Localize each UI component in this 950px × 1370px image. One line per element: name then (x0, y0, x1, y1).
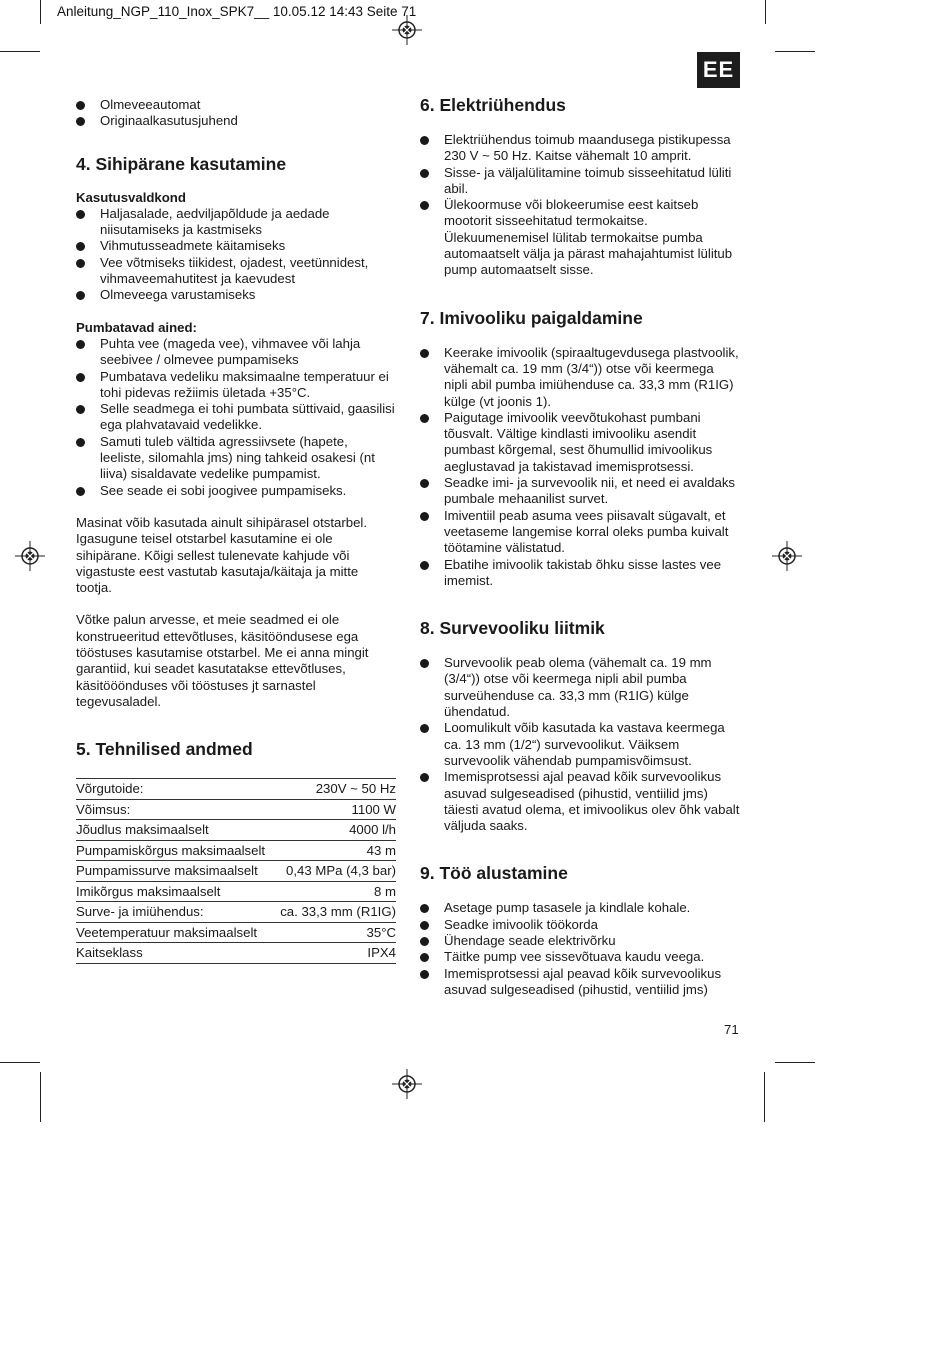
section-heading-6: 6. Elektriühendus (420, 95, 566, 115)
spec-label: Jõudlus maksimaalselt (76, 820, 274, 841)
list-item: Survevoolik peab olema (vähemalt ca. 19 mm (3/4“)) otse või keermega nipli abil pumba surveühenduse ca. 33,3 mm (R1IG) külge ühendatud. (420, 655, 740, 720)
spec-label: Surve- ja imiühendus: (76, 902, 274, 923)
list-item: Originaalkasutusjuhend (76, 113, 396, 129)
spec-value: 43 m (274, 840, 396, 861)
electric-list (420, 132, 740, 279)
paragraph: Võtke palun arvesse, et meie seadmed ei ole konstrueeritud ettevõtluses, käsitööndusese ega tööstuses kasutamise otstarbel. Me ei anna mingit garantiid, kui seadet kasutatakse ettevõtluses, käsitööönduses või tööstuses jt sarnastel tegevusaladel. (76, 612, 369, 709)
list-item: Selle seadmega ei tohi pumbata süttivaid, gaasilisi ega plahvatavaid vedelikke. (76, 401, 396, 434)
registration-mark-icon (392, 1069, 422, 1099)
subheading-usage-area: Kasutusvaldkond (76, 189, 186, 205)
trim-mark (40, 1072, 41, 1122)
list-item: Sisse- ja väljalülitamine toimub sisseehitatud lüliti abil. (420, 165, 740, 198)
list-item: Imemisprotsessi ajal peavad kõik survevoolikus asuvad sulgeseadised (pihustid, ventiilid jms) (420, 966, 740, 999)
trim-mark (775, 51, 815, 52)
list-item: Haljasalade, aedviljapõldude ja aedade niisutamiseks ja kastmiseks (76, 206, 396, 239)
table-row (76, 922, 396, 943)
spec-label: Võimsus: (76, 799, 274, 820)
section-heading-7: 7. Imivooliku paigaldamine (420, 307, 643, 328)
registration-mark-icon (772, 541, 802, 571)
spec-value: ca. 33,3 mm (R1IG) (274, 902, 396, 923)
list-item: Pumbatava vedeliku maksimaalne temperatuur ei tohi pidevas režiimis ületada +35°C. (76, 369, 396, 402)
media-list (76, 336, 396, 499)
list-item: Puhta vee (mageda vee), vihmavee või lahja seebivee / olmevee pumpamiseks (76, 336, 396, 369)
spec-value: 8 m (274, 881, 396, 902)
section-heading-9: 9. Töö alustamine (420, 863, 568, 884)
registration-mark-icon (15, 541, 45, 571)
trim-mark (764, 1072, 765, 1122)
table-row (76, 943, 396, 964)
subheading-pumped-media: Pumbatavad ained: (76, 319, 197, 335)
list-item: Vihmutusseadmete käitamiseks (76, 238, 396, 254)
table-row (76, 820, 396, 841)
list-item: Ühendage seade elektrivõrku (420, 933, 740, 949)
suction-hose-list (420, 345, 740, 589)
table-row (76, 902, 396, 923)
list-item: Ülekoormuse või blokeerumise eest kaitseb mootorit sisseehitatud termokaitse. Ülekuumenemisel lülitab termokaitse pumba automaatselt välja ja pärast mahajahtumist lülitub pump automaatselt sisse. (420, 197, 740, 278)
list-item: Olmeveeautomat (76, 97, 396, 113)
list-item: Olmeveega varustamiseks (76, 287, 396, 303)
list-item: Seadke imivoolik töökorda (420, 917, 740, 933)
list-item: Vee võtmiseks tiikidest, ojadest, veetünnidest, vihmaveemahutitest ja kaevudest (76, 255, 396, 288)
list-item: Samuti tuleb vältida agressiivsete (hapete, leeliste, silomahla jms) ning tahkeid osakesi (nt liiva) sisaldavate vedelike pumpamist. (76, 434, 396, 483)
left-column (76, 97, 396, 964)
spec-value: 4000 l/h (274, 820, 396, 841)
table-row (76, 799, 396, 820)
start-list (420, 900, 740, 998)
page-number: 71 (724, 1022, 739, 1037)
usage-list (76, 206, 396, 304)
section-heading-4: 4. Sihipärane kasutamine (76, 153, 287, 174)
pressure-hose-list (420, 655, 740, 834)
list-item: Ebatihe imivoolik takistab õhku sisse lastes vee imemist. (420, 557, 740, 590)
spec-value: 35°C (274, 922, 396, 943)
intro-list (76, 97, 396, 130)
right-column (420, 94, 740, 998)
trim-mark (0, 1062, 40, 1063)
list-item: See seade ei sobi joogivee pumpamiseks. (76, 483, 396, 499)
table-row (76, 779, 396, 800)
spec-label: Veetemperatuur maksimaalselt (76, 922, 274, 943)
spec-value: 230V ~ 50 Hz (274, 779, 396, 800)
spec-value: IPX4 (274, 943, 396, 964)
list-item: Täitke pump vee sissevõtuava kaudu veega. (420, 949, 740, 965)
section-heading-5: 5. Tehnilised andmed (76, 739, 253, 760)
list-item: Keerake imivoolik (spiraaltugevdusega plastvoolik, vähemalt ca. 19 mm (3/4“)) otse või keermega nipli abil pumba imiühenduse ca. 33,3 mm (R1IG) külge (vt joonis 1). (420, 345, 740, 410)
print-slug: Anleitung_NGP_110_Inox_SPK7__ 10.05.12 14:43 Seite 71 (57, 4, 417, 19)
table-row (76, 861, 396, 882)
trim-mark (775, 1062, 815, 1063)
spec-label: Pumpamiskõrgus maksimaalselt (76, 840, 274, 861)
list-item: Paigutage imivoolik veevõtukohast pumbani tõusvalt. Vältige kindlasti imivooliku asendit pumbast kõrgemal, sest õhumullid imivoolikus aeglustavad ja takistavad imemisprotsessi. (420, 410, 740, 475)
list-item: Imemisprotsessi ajal peavad kõik survevoolikus asuvad sulgeseadised (pihustid, ventiilid jms) täiesti avatud olema, et imivoolikus olev õhk vabalt väljuda saaks. (420, 769, 740, 834)
registration-mark-icon (392, 15, 422, 45)
language-badge: EE (697, 52, 740, 88)
table-row (76, 840, 396, 861)
section-heading-8: 8. Survevooliku liitmik (420, 618, 605, 639)
list-item: Loomulikult võib kasutada ka vastava keermega ca. 13 mm (1/2“) survevoolikut. Väiksem survevoolik vähendab pumpamisvõimsust. (420, 720, 740, 769)
spec-label: Imikõrgus maksimaalselt (76, 881, 274, 902)
trim-mark (0, 51, 40, 52)
paragraph: Masinat võib kasutada ainult sihipärasel otstarbel. Igasugune teisel otstarbel kasutamine ei ole sihipärane. Kõigi sellest tulenevate kahjude või vigastuste eest vastutab kasutaja/käitaja ja mitte tootja. (76, 514, 368, 596)
table-row (76, 881, 396, 902)
spec-value: 0,43 MPa (4,3 bar) (274, 861, 396, 882)
spec-label: Pumpamissurve maksimaalselt (76, 861, 274, 882)
list-item: Imiventiil peab asuma vees piisavalt sügavalt, et veetaseme langemise korral oleks pumba kuivalt töötamine välistatud. (420, 508, 740, 557)
spec-value: 1100 W (274, 799, 396, 820)
list-item: Seadke imi- ja survevoolik nii, et need ei avaldaks pumbale mehaanilist survet. (420, 475, 740, 508)
list-item: Elektriühendus toimub maandusega pistikupessa 230 V ~ 50 Hz. Kaitse vähemalt 10 amprit. (420, 132, 740, 165)
list-item: Asetage pump tasasele ja kindlale kohale. (420, 900, 740, 916)
spec-label: Võrgutoide: (76, 779, 274, 800)
spec-label: Kaitseklass (76, 943, 274, 964)
technical-data-table (76, 778, 396, 964)
